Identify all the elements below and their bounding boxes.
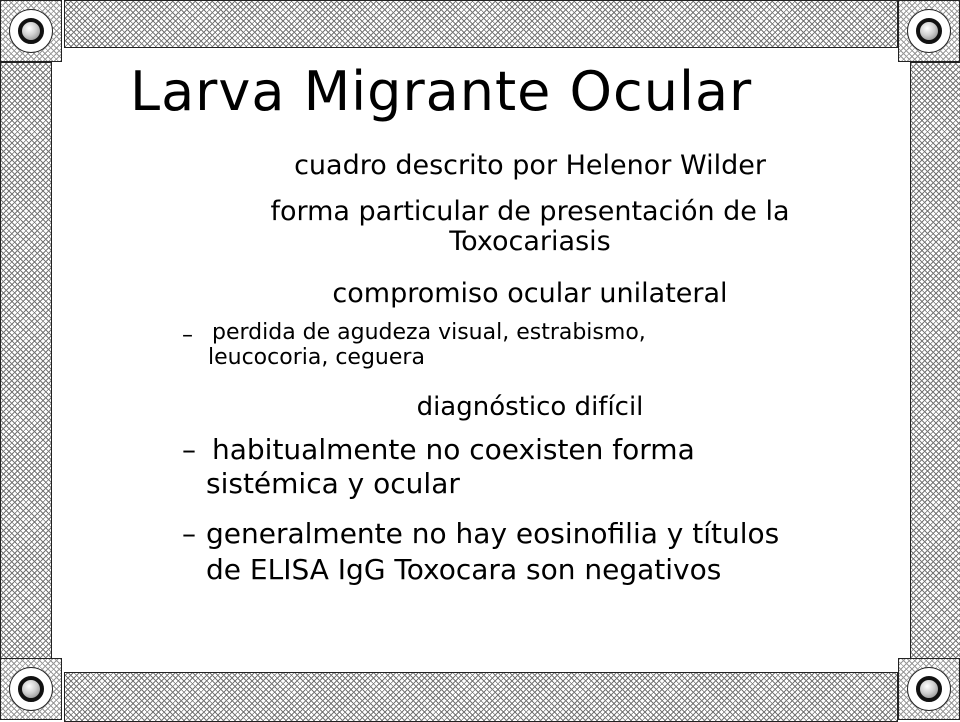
knob-icon xyxy=(18,676,44,702)
bullet-2-line-2: de ELISA IgG Toxocara son negativos xyxy=(206,553,722,586)
bullet-2-line-1: generalmente no hay eosinofilia y títulos xyxy=(206,517,780,550)
sub-bullet-line-2: leucocoria, ceguera xyxy=(208,345,425,370)
bullet-1-line-1: habitualmente no coexisten forma xyxy=(212,433,695,466)
slide-title: Larva Migrante Ocular xyxy=(130,60,753,123)
corner-top-right xyxy=(898,0,960,62)
corner-bottom-right xyxy=(898,658,960,720)
knob-icon xyxy=(916,18,942,44)
text-line-compromise: compromiso ocular unilateral xyxy=(332,278,728,309)
frame-top-border xyxy=(64,0,898,48)
corner-ring xyxy=(9,9,53,53)
sub-bullet-dash: – xyxy=(182,323,193,348)
bullet-dash: – xyxy=(182,433,196,466)
corner-top-left xyxy=(0,0,62,62)
text-line-presentation: forma particular de presentación de la xyxy=(270,196,790,227)
corner-bottom-left xyxy=(0,658,62,720)
text-line-diagnosis: diagnóstico difícil xyxy=(416,392,644,422)
text-line-description: cuadro descrito por Helenor Wilder xyxy=(294,150,766,181)
frame-bottom-border xyxy=(64,672,898,722)
corner-ring xyxy=(9,667,53,711)
knob-icon xyxy=(916,676,942,702)
text-line-toxocariasis: Toxocariasis xyxy=(449,226,611,257)
bullet-1-line-2: sistémica y ocular xyxy=(206,467,460,500)
knob-icon xyxy=(18,18,44,44)
corner-ring xyxy=(907,667,951,711)
sub-bullet-line-1: perdida de agudeza visual, estrabismo, xyxy=(212,320,646,345)
bullet-dash: – xyxy=(182,517,196,550)
corner-ring xyxy=(907,9,951,53)
